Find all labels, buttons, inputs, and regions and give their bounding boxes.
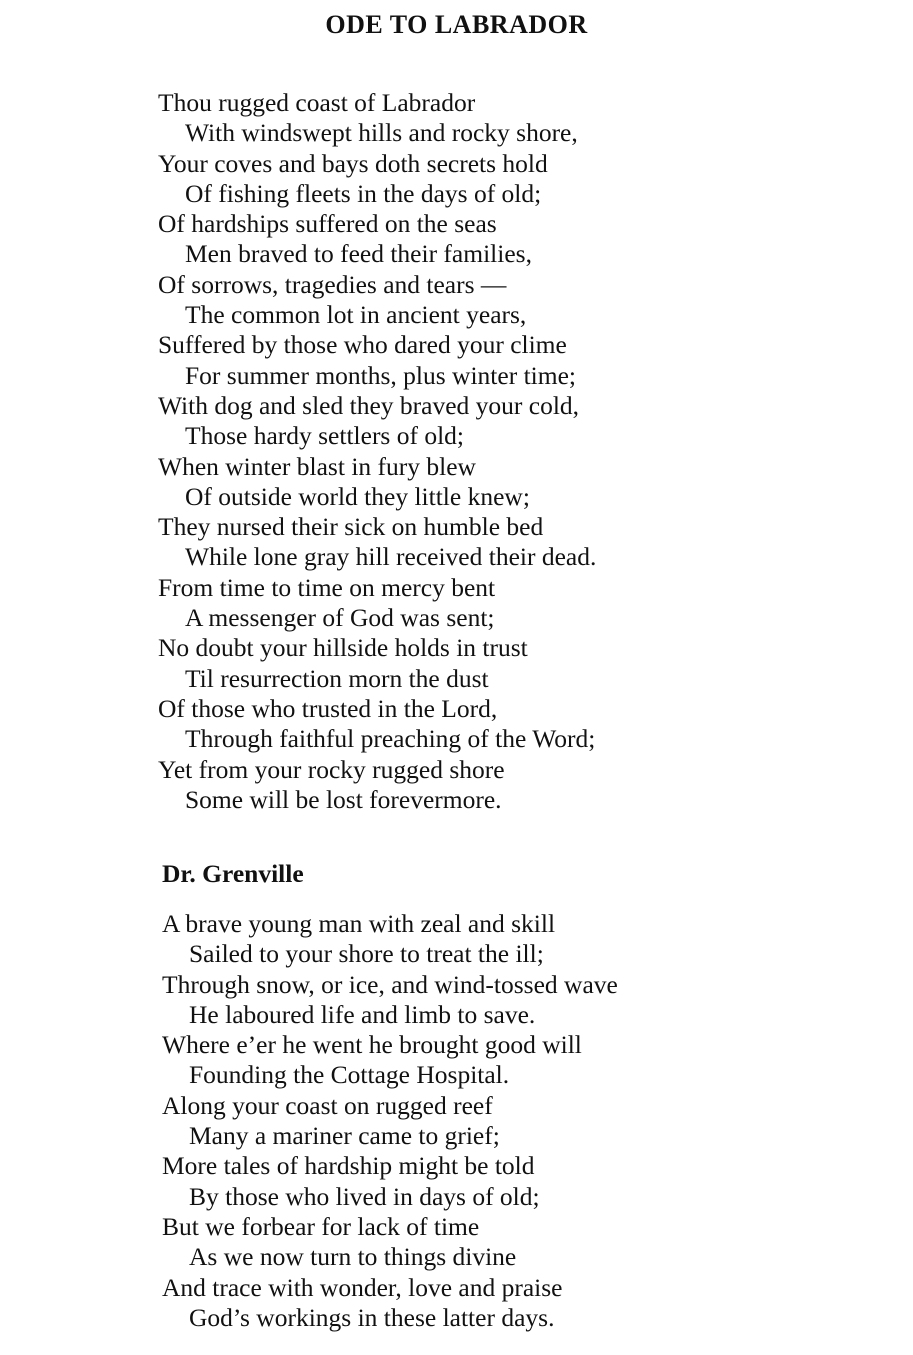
poem-line: Of fishing fleets in the days of old; [185,178,542,208]
poem-line: A messenger of God was sent; [185,603,495,633]
poem-line: More tales of hardship might be told [162,1151,535,1181]
poem-line: Many a mariner came to grief; [189,1121,500,1151]
poem-stanza-2 [162,909,618,1333]
poem-line: With dog and sled they braved your cold, [158,390,580,420]
poem-line: No doubt your hillside holds in trust [158,633,528,663]
poem-line: Through faithful preaching of the Word; [185,724,596,754]
poem-line: Suffered by those who dared your clime [158,330,567,360]
poem-line: For summer months, plus winter time; [185,360,576,390]
poem-line: Through snow, or ice, and wind-tossed wave [162,969,618,999]
poem-line: He laboured life and limb to save. [189,999,536,1029]
poem-line: By those who lived in days of old; [189,1181,540,1211]
poem-line: Thou rugged coast of Labrador [158,88,476,117]
poem-line: Yet from your rocky rugged shore [158,754,505,784]
section-heading: Dr. Grenville [162,859,304,888]
poem-line: Your coves and bays doth secrets hold [158,148,548,178]
page-title: ODE TO LABRADOR [325,10,588,39]
poem-line: Some will be lost forevermore. [185,784,502,814]
poem-line: Founding the Cottage Hospital. [189,1060,510,1090]
poem-line: Where e’er he went he brought good will [162,1030,582,1060]
poem-line: Of hardships suffered on the seas [158,209,497,239]
poem-line: While lone gray hill received their dead. [185,542,597,572]
poem-line: Til resurrection morn the dust [185,663,489,693]
poem-stanza-1 [158,88,596,815]
poem-line: With windswept hills and rocky shore, [185,118,578,148]
poem-line: Along your coast on rugged reef [162,1090,493,1120]
poem-line: Those hardy settlers of old; [185,421,465,451]
poem-line: Men braved to feed their families, [185,239,532,269]
poem-line: When winter blast in fury blew [158,451,476,481]
poem-line: They nursed their sick on humble bed [158,512,544,542]
poem-line: God’s workings in these latter days. [189,1302,555,1332]
poem-line: A brave young man with zeal and skill [162,909,556,938]
poem-line: Of sorrows, tragedies and tears — [158,269,507,299]
poem-line: Sailed to your shore to treat the ill; [189,939,544,969]
poem-line: As we now turn to things divine [189,1242,517,1272]
poem-line: But we forbear for lack of time [162,1211,480,1241]
poem-line: And trace with wonder, love and praise [162,1272,563,1302]
poem-line: Of those who trusted in the Lord, [158,693,498,723]
poem-line: The common lot in ancient years, [185,300,527,330]
poem-line: From time to time on mercy bent [158,572,496,602]
poem-line: Of outside world they little knew; [185,481,530,511]
